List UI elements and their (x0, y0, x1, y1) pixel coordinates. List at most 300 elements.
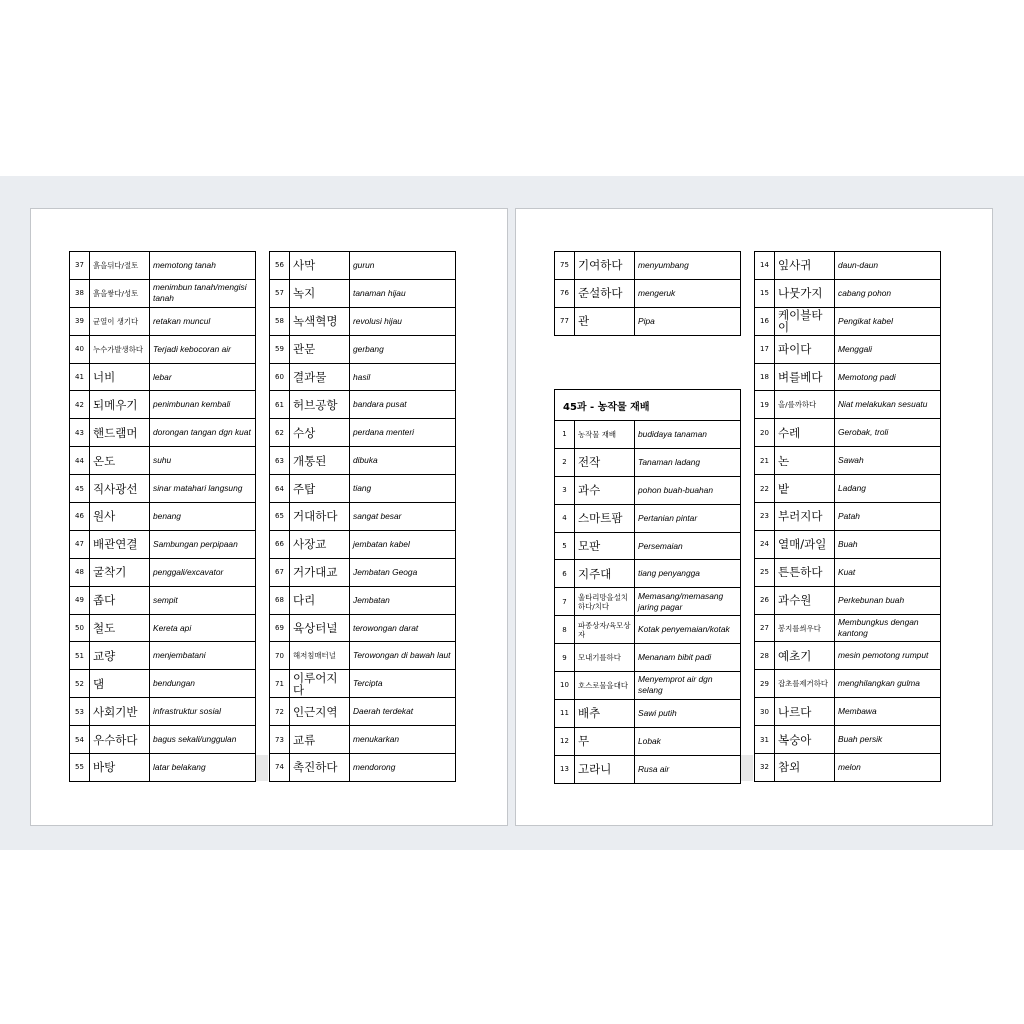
korean-word: 촉진하다 (290, 754, 350, 782)
indonesian-meaning: cabang pohon (835, 279, 941, 307)
korean-word: 부러지다 (775, 503, 835, 531)
korean-word: 인근지역 (290, 698, 350, 726)
vocab-row (70, 726, 256, 754)
vocab-row (755, 475, 941, 503)
entry-number: 5 (555, 532, 575, 560)
entry-number: 71 (270, 670, 290, 698)
entry-number: 64 (270, 475, 290, 503)
vocab-row (755, 503, 941, 531)
vocab-row (270, 614, 456, 642)
korean-word: 잡초를제거하다 (775, 670, 835, 698)
vocab-row (70, 530, 256, 558)
entry-number: 12 (555, 727, 575, 755)
entry-number: 47 (70, 530, 90, 558)
entry-number: 30 (755, 698, 775, 726)
indonesian-meaning: penggali/excavator (150, 558, 256, 586)
korean-word: 배관연결 (90, 530, 150, 558)
vocab-row (270, 503, 456, 531)
korean-word: 호스로물을대다 (575, 672, 635, 700)
korean-word: 수상 (290, 419, 350, 447)
korean-word: 개통된 (290, 447, 350, 475)
indonesian-meaning: tiang penyangga (635, 560, 741, 588)
entry-number: 49 (70, 586, 90, 614)
entry-number: 6 (555, 560, 575, 588)
indonesian-meaning: Ladang (835, 475, 941, 503)
entry-number: 67 (270, 558, 290, 586)
vocab-row (555, 755, 741, 783)
vocab-row (70, 391, 256, 419)
vocab-table (554, 251, 741, 336)
indonesian-meaning: Pertanian pintar (635, 504, 741, 532)
korean-word: 댐 (90, 670, 150, 698)
korean-word: 수레 (775, 419, 835, 447)
korean-word: 준설하다 (575, 279, 635, 307)
indonesian-meaning: Kuat (835, 558, 941, 586)
indonesian-meaning: Buah persik (835, 726, 941, 754)
vocab-row (70, 447, 256, 475)
korean-word: 흙을쌓다/성토 (90, 279, 150, 307)
vocab-row (270, 363, 456, 391)
indonesian-meaning: penimbunan kembali (150, 391, 256, 419)
indonesian-meaning: Gerobak, troli (835, 419, 941, 447)
lesson-title (555, 390, 741, 421)
entry-number: 61 (270, 391, 290, 419)
vocab-row (755, 726, 941, 754)
vocab-row (555, 448, 741, 476)
indonesian-meaning: terowongan darat (350, 614, 456, 642)
vocab-row (270, 670, 456, 698)
vocab-row (755, 558, 941, 586)
entry-number: 21 (755, 447, 775, 475)
korean-word: 흙을뒤다/절토 (90, 252, 150, 280)
entry-number: 29 (755, 670, 775, 698)
korean-word: 을/를까하다 (775, 391, 835, 419)
vocab-row (555, 616, 741, 644)
vocab-row (755, 642, 941, 670)
vocab-row (270, 252, 456, 280)
vocab-table (754, 251, 941, 782)
korean-word: 핸드램머 (90, 419, 150, 447)
vocab-row (70, 698, 256, 726)
entry-number: 3 (555, 476, 575, 504)
vocab-row (70, 586, 256, 614)
korean-word: 허브공항 (290, 391, 350, 419)
korean-word: 벼를베다 (775, 363, 835, 391)
korean-word: 기여하다 (575, 252, 635, 280)
entry-number: 44 (70, 447, 90, 475)
entry-number: 37 (70, 252, 90, 280)
vocab-table (554, 389, 741, 784)
indonesian-meaning: bendungan (150, 670, 256, 698)
korean-word: 모판 (575, 532, 635, 560)
indonesian-meaning: Menanam bibit padi (635, 644, 741, 672)
entry-number: 62 (270, 419, 290, 447)
indonesian-meaning: Menggali (835, 335, 941, 363)
vocab-row (70, 558, 256, 586)
vocab-row (270, 475, 456, 503)
indonesian-meaning: Terjadi kebocoran air (150, 335, 256, 363)
entry-number: 22 (755, 475, 775, 503)
korean-word: 모내기를하다 (575, 644, 635, 672)
korean-word: 전작 (575, 448, 635, 476)
indonesian-meaning: Tercipta (350, 670, 456, 698)
korean-word: 사막 (290, 252, 350, 280)
entry-number: 11 (555, 699, 575, 727)
vocab-row (555, 560, 741, 588)
korean-word: 바탕 (90, 754, 150, 782)
indonesian-meaning: sangat besar (350, 503, 456, 531)
entry-number: 48 (70, 558, 90, 586)
entry-number: 75 (555, 252, 575, 280)
vocab-row (755, 307, 941, 335)
vocab-row (755, 391, 941, 419)
korean-word: 사장교 (290, 530, 350, 558)
vocab-row (270, 419, 456, 447)
indonesian-meaning: Membungkus dengan kantong (835, 614, 941, 642)
entry-number: 2 (555, 448, 575, 476)
entry-number: 68 (270, 586, 290, 614)
entry-number: 74 (270, 754, 290, 782)
vocab-table (269, 251, 456, 782)
indonesian-meaning: jembatan kabel (350, 530, 456, 558)
indonesian-meaning: Kereta api (150, 614, 256, 642)
entry-number: 4 (555, 504, 575, 532)
korean-word: 울타리망을설치하다/치다 (575, 588, 635, 616)
indonesian-meaning: sempit (150, 586, 256, 614)
vocab-row (555, 588, 741, 616)
indonesian-meaning: sinar matahari langsung (150, 475, 256, 503)
vocab-row (70, 754, 256, 782)
korean-word: 배추 (575, 699, 635, 727)
entry-number: 24 (755, 530, 775, 558)
korean-word: 좁다 (90, 586, 150, 614)
page-right (515, 208, 993, 826)
entry-number: 63 (270, 447, 290, 475)
vocab-row (270, 586, 456, 614)
korean-word: 튼튼하다 (775, 558, 835, 586)
vocab-row (70, 307, 256, 335)
vocab-row (70, 475, 256, 503)
vocab-row (270, 335, 456, 363)
vocab-row (270, 447, 456, 475)
korean-word: 파이다 (775, 335, 835, 363)
korean-word: 열매/과일 (775, 530, 835, 558)
entry-number: 55 (70, 754, 90, 782)
entry-number: 23 (755, 503, 775, 531)
vocab-row (755, 670, 941, 698)
indonesian-meaning: Tanaman ladang (635, 448, 741, 476)
entry-number: 15 (755, 279, 775, 307)
vocab-row (270, 754, 456, 782)
korean-word: 거가대교 (290, 558, 350, 586)
vocab-row (555, 279, 741, 307)
vocab-row (555, 699, 741, 727)
indonesian-meaning: pohon buah-buahan (635, 476, 741, 504)
entry-number: 54 (70, 726, 90, 754)
vocab-row (755, 279, 941, 307)
indonesian-meaning: menghilangkan gulma (835, 670, 941, 698)
indonesian-meaning: memotong tanah (150, 252, 256, 280)
korean-word: 너비 (90, 363, 150, 391)
indonesian-meaning: latar belakang (150, 754, 256, 782)
indonesian-meaning: dibuka (350, 447, 456, 475)
entry-number: 59 (270, 335, 290, 363)
indonesian-meaning: Terowongan di bawah laut (350, 642, 456, 670)
korean-word: 복숭아 (775, 726, 835, 754)
entry-number: 14 (755, 252, 775, 280)
entry-number: 57 (270, 279, 290, 307)
indonesian-meaning: tiang (350, 475, 456, 503)
entry-number: 53 (70, 698, 90, 726)
indonesian-meaning: benang (150, 503, 256, 531)
entry-number: 20 (755, 419, 775, 447)
indonesian-meaning: Pipa (635, 307, 741, 335)
shade-mark (740, 755, 753, 781)
korean-word: 과수 (575, 476, 635, 504)
indonesian-meaning: lebar (150, 363, 256, 391)
korean-word: 교류 (290, 726, 350, 754)
entry-number: 28 (755, 642, 775, 670)
entry-number: 27 (755, 614, 775, 642)
indonesian-meaning: retakan muncul (150, 307, 256, 335)
vocab-row (270, 698, 456, 726)
korean-word: 다리 (290, 586, 350, 614)
vocab-row (755, 363, 941, 391)
vocab-row (755, 754, 941, 782)
korean-word: 교량 (90, 642, 150, 670)
korean-word: 관 (575, 307, 635, 335)
vocab-row (555, 307, 741, 335)
korean-word: 무 (575, 727, 635, 755)
indonesian-meaning: Sawah (835, 447, 941, 475)
indonesian-meaning: Sawi putih (635, 699, 741, 727)
indonesian-meaning: gerbang (350, 335, 456, 363)
entry-number: 38 (70, 279, 90, 307)
vocab-row (270, 726, 456, 754)
vocab-row (270, 558, 456, 586)
korean-word: 녹지 (290, 279, 350, 307)
korean-word: 균열이 생기다 (90, 307, 150, 335)
indonesian-meaning: suhu (150, 447, 256, 475)
lesson-number: 45과 (563, 401, 587, 413)
indonesian-meaning: Kotak penyemaian/kotak (635, 616, 741, 644)
korean-word: 원사 (90, 503, 150, 531)
indonesian-meaning: Jembatan Geoga (350, 558, 456, 586)
korean-word: 굴착기 (90, 558, 150, 586)
entry-number: 26 (755, 586, 775, 614)
korean-word: 이루어지다 (290, 670, 350, 698)
vocab-row (555, 421, 741, 449)
page-left (30, 208, 508, 826)
vocab-row (555, 727, 741, 755)
indonesian-meaning: revolusi hijau (350, 307, 456, 335)
indonesian-meaning: Pengikat kabel (835, 307, 941, 335)
korean-word: 스마트팜 (575, 504, 635, 532)
indonesian-meaning: mendorong (350, 754, 456, 782)
entry-number: 70 (270, 642, 290, 670)
entry-number: 7 (555, 588, 575, 616)
lesson-header (555, 390, 741, 421)
korean-word: 과수원 (775, 586, 835, 614)
vocab-row (70, 614, 256, 642)
entry-number: 39 (70, 307, 90, 335)
korean-word: 예초기 (775, 642, 835, 670)
korean-word: 고라니 (575, 755, 635, 783)
entry-number: 58 (270, 307, 290, 335)
entry-number: 25 (755, 558, 775, 586)
korean-word: 농작물 재배 (575, 421, 635, 449)
entry-number: 17 (755, 335, 775, 363)
entry-number: 18 (755, 363, 775, 391)
vocab-row (755, 614, 941, 642)
entry-number: 66 (270, 530, 290, 558)
vocab-row (555, 672, 741, 700)
indonesian-meaning: menukarkan (350, 726, 456, 754)
vocab-row (755, 419, 941, 447)
korean-word: 육상터널 (290, 614, 350, 642)
entry-number: 31 (755, 726, 775, 754)
indonesian-meaning: Menyemprot air dgn selang (635, 672, 741, 700)
korean-word: 철도 (90, 614, 150, 642)
vocab-row (755, 335, 941, 363)
entry-number: 77 (555, 307, 575, 335)
indonesian-meaning: perdana menteri (350, 419, 456, 447)
entry-number: 1 (555, 421, 575, 449)
vocab-row (70, 419, 256, 447)
indonesian-meaning: mengeruk (635, 279, 741, 307)
korean-word: 되메우기 (90, 391, 150, 419)
vocab-row (70, 363, 256, 391)
indonesian-meaning: bagus sekali/unggulan (150, 726, 256, 754)
korean-word: 결과물 (290, 363, 350, 391)
entry-number: 52 (70, 670, 90, 698)
entry-number: 65 (270, 503, 290, 531)
vocab-table (69, 251, 256, 782)
entry-number: 56 (270, 252, 290, 280)
indonesian-meaning: Persemaian (635, 532, 741, 560)
entry-number: 69 (270, 614, 290, 642)
vocab-row (270, 391, 456, 419)
vocab-row (70, 642, 256, 670)
korean-word: 논 (775, 447, 835, 475)
shade-mark (255, 755, 268, 781)
indonesian-meaning: tanaman hijau (350, 279, 456, 307)
vocab-row (70, 279, 256, 307)
indonesian-meaning: Jembatan (350, 586, 456, 614)
entry-number: 60 (270, 363, 290, 391)
document-viewer[interactable] (0, 176, 1024, 850)
entry-number: 41 (70, 363, 90, 391)
indonesian-meaning: Sambungan perpipaan (150, 530, 256, 558)
indonesian-meaning: dorongan tangan dgn kuat (150, 419, 256, 447)
indonesian-meaning: infrastruktur sosial (150, 698, 256, 726)
vocab-row (270, 307, 456, 335)
indonesian-meaning: bandara pusat (350, 391, 456, 419)
entry-number: 13 (555, 755, 575, 783)
vocab-row (755, 252, 941, 280)
indonesian-meaning: Membawa (835, 698, 941, 726)
vocab-row (755, 530, 941, 558)
lesson-name: - 농작물 재배 (586, 401, 650, 413)
vocab-row (270, 530, 456, 558)
korean-word: 해저침매터널 (290, 642, 350, 670)
vocab-row (270, 279, 456, 307)
entry-number: 46 (70, 503, 90, 531)
vocab-row (70, 503, 256, 531)
indonesian-meaning: menyumbang (635, 252, 741, 280)
entry-number: 43 (70, 419, 90, 447)
indonesian-meaning: Memotong padi (835, 363, 941, 391)
vocab-row (555, 476, 741, 504)
indonesian-meaning: mesin pemotong rumput (835, 642, 941, 670)
indonesian-meaning: Patah (835, 503, 941, 531)
vocab-row (755, 586, 941, 614)
korean-word: 누수가발생하다 (90, 335, 150, 363)
entry-number: 42 (70, 391, 90, 419)
indonesian-meaning: Daerah terdekat (350, 698, 456, 726)
korean-word: 잎사귀 (775, 252, 835, 280)
korean-word: 거대하다 (290, 503, 350, 531)
vocab-row (555, 504, 741, 532)
korean-word: 케이블타이 (775, 307, 835, 335)
indonesian-meaning: melon (835, 754, 941, 782)
indonesian-meaning: budidaya tanaman (635, 421, 741, 449)
entry-number: 40 (70, 335, 90, 363)
indonesian-meaning: Buah (835, 530, 941, 558)
korean-word: 녹색혁명 (290, 307, 350, 335)
indonesian-meaning: Rusa air (635, 755, 741, 783)
korean-word: 온도 (90, 447, 150, 475)
indonesian-meaning: daun-daun (835, 252, 941, 280)
vocab-row (70, 670, 256, 698)
entry-number: 72 (270, 698, 290, 726)
entry-number: 16 (755, 307, 775, 335)
entry-number: 19 (755, 391, 775, 419)
korean-word: 직사광선 (90, 475, 150, 503)
vocab-row (555, 644, 741, 672)
vocab-row (70, 335, 256, 363)
indonesian-meaning: Memasang/memasang jaring pagar (635, 588, 741, 616)
vocab-row (755, 698, 941, 726)
entry-number: 50 (70, 614, 90, 642)
entry-number: 73 (270, 726, 290, 754)
korean-word: 봉지를씌우다 (775, 614, 835, 642)
entry-number: 9 (555, 644, 575, 672)
korean-word: 관문 (290, 335, 350, 363)
korean-word: 지주대 (575, 560, 635, 588)
korean-word: 밭 (775, 475, 835, 503)
korean-word: 파종상자/육모상자 (575, 616, 635, 644)
indonesian-meaning: menimbun tanah/mengisi tanah (150, 279, 256, 307)
indonesian-meaning: hasil (350, 363, 456, 391)
entry-number: 51 (70, 642, 90, 670)
entry-number: 8 (555, 616, 575, 644)
vocab-row (755, 447, 941, 475)
indonesian-meaning: Lobak (635, 727, 741, 755)
entry-number: 45 (70, 475, 90, 503)
entry-number: 76 (555, 279, 575, 307)
entry-number: 32 (755, 754, 775, 782)
korean-word: 나르다 (775, 698, 835, 726)
korean-word: 나뭇가지 (775, 279, 835, 307)
vocab-row (555, 532, 741, 560)
indonesian-meaning: gurun (350, 252, 456, 280)
korean-word: 주탑 (290, 475, 350, 503)
korean-word: 사회기반 (90, 698, 150, 726)
vocab-row (270, 642, 456, 670)
vocab-row (70, 252, 256, 280)
vocab-row (555, 252, 741, 280)
